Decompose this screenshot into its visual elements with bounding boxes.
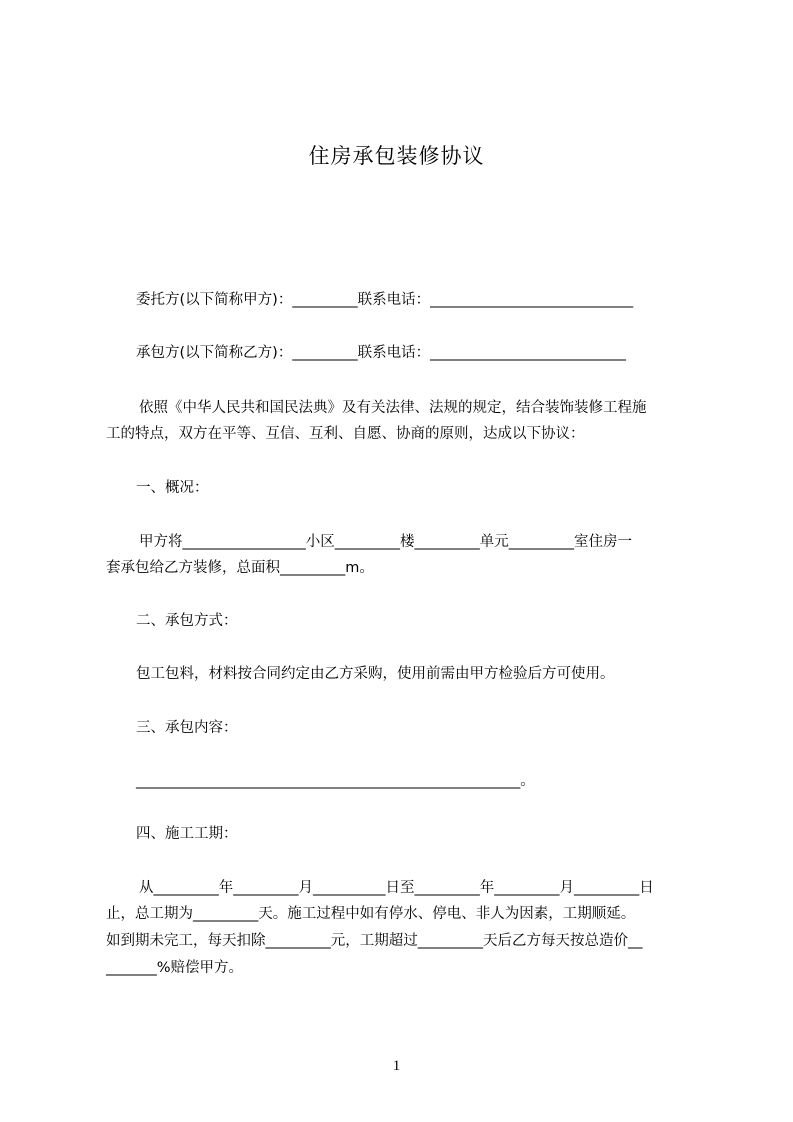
period-line-3: 如到期未完工，每天扣除_________元，工期超过_________天后乙方每天按总造价__	[106, 933, 643, 949]
overview-line-1: 甲方将_________________小区_________楼_________单元_________室住房一	[139, 534, 632, 550]
section-content-heading: 三、承包内容：	[136, 720, 238, 736]
section-method-heading: 二、承包方式：	[136, 613, 238, 629]
method-text: 包工包料，材料按合同约定由乙方采购，使用前需由甲方检验后方可使用。	[136, 666, 615, 682]
overview-line-2: 套承包给乙方装修，总面积_________m。	[106, 560, 374, 576]
document-title: 住房承包装修协议	[308, 144, 485, 168]
preamble-line-1: 依照《中华人民共和国民法典》及有关法律、法规的规定，结合装饰装修工程施	[139, 400, 647, 416]
section-overview-heading: 一、概况：	[136, 480, 209, 496]
section-period-heading: 四、施工工期：	[136, 826, 238, 842]
content-blank-line: _____________________________________________________。	[136, 773, 535, 789]
page-number: 1	[392, 1058, 401, 1074]
contractor-party-line: 承包方(以下简称乙方)：_________联系电话：___________________________	[136, 345, 626, 361]
period-line-2: 止，总工期为_________天。施工过程中如有停水、停电、非人为因素，工期顺延。	[106, 906, 636, 922]
period-line-4: _______%赔偿甲方。	[106, 960, 244, 976]
period-line-1: 从_________年_________月__________日至_________年_________月_________日	[139, 880, 654, 896]
client-party-line: 委托方(以下简称甲方)：_________联系电话：____________________________	[136, 292, 634, 308]
preamble-line-2: 工的特点，双方在平等、互信、互利、自愿、协商的原则，达成以下协议：	[106, 426, 585, 442]
